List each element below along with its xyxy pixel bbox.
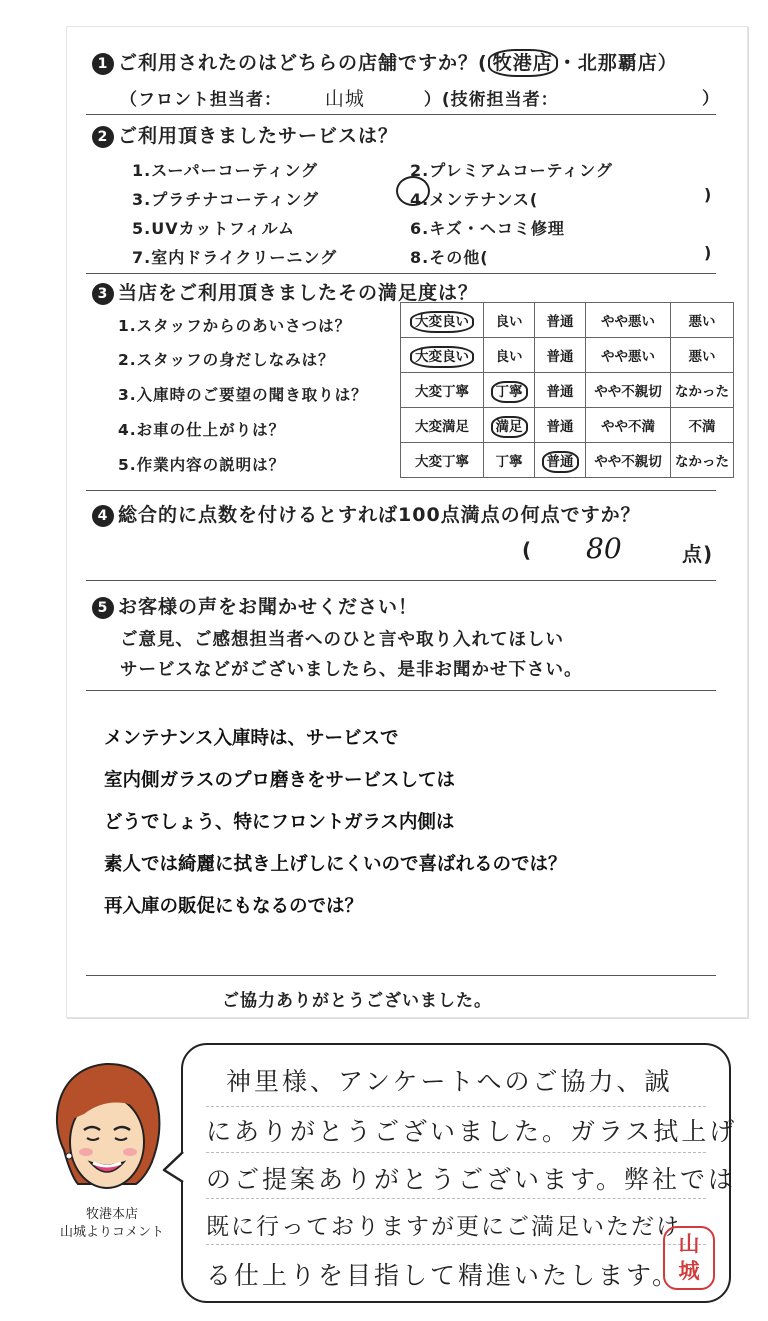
reply-line: 神里様、アンケートへのご協力、誠 [226,1067,673,1096]
q2-options-left [132,156,337,272]
staff-avatar [44,1058,170,1206]
name-stamp [663,1226,715,1290]
service-option: 7.室内ドライクリーニング [132,248,338,267]
sat-cell: やや悪い [586,303,671,338]
paren-close: ) [704,243,713,262]
sat-cell-selected: 普通 [542,451,579,473]
ruled-line [206,1244,706,1245]
sat-cell: 丁寧 [484,443,535,478]
q4-title: 総合的に点数を付けるとすれば100点満点の何点ですか？ [118,504,641,526]
sat-cell: やや不親切 [586,443,671,478]
q4-title-line [92,500,641,527]
q5-title: お客様の声をお聞かせください！ [118,596,419,618]
customer-comment-line: メンテナンス入庫時は、サービスで [104,727,399,748]
stamp-text: 山城 [678,1232,700,1283]
reply-line: 既に行っておりますが更にご満足いただけ [206,1214,681,1240]
reply-line: にありがとうございました。ガラス拭上げ [206,1117,738,1146]
customer-comment-line: 素人では綺麗に拭き上げしにくいので喜ばれるのでは？ [104,853,567,874]
q1-line [92,48,678,75]
front-staff-value: 山城 [324,88,365,110]
ruled-line [206,1198,706,1199]
sat-cell: 普通 [535,303,586,338]
staff-store: 牧港本店 [85,1207,138,1222]
score-value: 80 [586,532,622,565]
divider [86,690,716,691]
table-row [401,338,734,373]
q2-number: 2 [92,126,114,148]
customer-comment-line: 再入庫の販促にもなるのでは？ [104,895,364,916]
sat-cell: やや不親切 [586,373,671,408]
sat-cell: なかった [671,373,734,408]
table-row [401,303,734,338]
q2-title: ご利用頂きましたサービスは？ [118,125,399,147]
sat-cell: 悪い [671,303,734,338]
front-staff-label: （フロント担当者： [120,90,282,110]
service-option: 6.キズ・ヘコミ修理 [410,219,565,238]
table-row [401,443,734,478]
divider [86,273,716,274]
sat-question: 3.入庫時のご要望の聞き取りは？ [118,386,368,404]
paren-close: ) [704,185,713,204]
bubble-tail [162,1150,186,1184]
service-option: 8.その他( [410,248,489,267]
sat-cell: 普通 [535,373,586,408]
sat-cell: 不満 [671,408,734,443]
customer-comment-line: 室内側ガラスのプロ磨きをサービスしては [104,769,455,790]
ruled-line [206,1152,706,1153]
q3-number: 3 [92,283,114,305]
service-option: 3.プラチナコーティング [132,190,319,209]
score-open: ( [522,538,533,562]
divider [86,580,716,581]
service-option: 2.プレミアムコーティング [410,161,613,180]
tech-staff-close: ） [702,89,720,109]
q5-description-2: サービスなどがございましたら、是非お聞かせ下さい。 [120,660,583,680]
service-option: 5.UVカットフィルム [132,219,296,238]
sat-question: 1.スタッフからのあいさつは？ [118,317,352,335]
reply-line: のご提案ありがとうございます。弊社では [206,1165,737,1194]
sat-cell: やや不満 [586,408,671,443]
ruled-line [206,1106,706,1107]
sat-cell: 大変丁寧 [401,443,484,478]
staff-label: 山城よりコメント [59,1225,164,1240]
q1-staff-line [120,84,559,111]
thanks-message: ご協力ありがとうございました。 [222,991,492,1011]
q5-number: 5 [92,597,114,619]
sat-cell: 良い [484,338,535,373]
sat-cell: 普通 [535,338,586,373]
sat-cell: 悪い [671,338,734,373]
q4-number: 4 [92,505,114,527]
q3-title-line [92,278,478,305]
reply-line: る仕上りを目指して精進いたします。 [206,1261,681,1290]
sat-question: 5.作業内容の説明は？ [118,456,286,474]
sat-cell: 大変丁寧 [401,373,484,408]
tech-staff-label: ）(技術担当者： [423,90,559,110]
q1-text: ご利用されたのはどちらの店舗ですか？( [118,52,488,74]
service-option: 1.スーパーコーティング [132,161,319,180]
sat-cell: やや悪い [586,338,671,373]
q3-title: 当店をご利用頂きましたその満足度は？ [118,282,479,304]
table-row [401,408,734,443]
sat-cell: 良い [484,303,535,338]
q1-number: 1 [92,53,114,75]
selection-circle [396,176,430,206]
sat-cell-selected: 大変良い [410,346,474,368]
divider [86,490,716,491]
divider [86,114,716,115]
q2-options-right [410,156,613,272]
customer-comment-line: どうでしょう、特にフロントガラス内側は [104,811,455,832]
q5-description-1: ご意見、ご感想担当者へのひと言や取り入れてほしい [120,630,564,650]
table-row [401,373,734,408]
sat-cell-selected: 満足 [491,416,528,438]
divider [86,975,716,976]
service-option-selected: 4.メンテナンス( [410,190,539,209]
q5-title-line [92,592,418,619]
sat-question: 2.スタッフの身だしなみは？ [118,351,335,369]
satisfaction-table [400,302,734,478]
sat-question: 4.お車の仕上がりは？ [118,421,286,439]
sat-cell: 普通 [535,408,586,443]
score-unit: 点) [682,542,714,566]
sat-cell-selected: 大変良い [410,311,474,333]
staff-caption [56,1206,168,1242]
sat-cell-selected: 丁寧 [491,381,528,403]
sat-cell: なかった [671,443,734,478]
sat-cell: 大変満足 [401,408,484,443]
q2-title-line [92,121,398,148]
q1-store-other: ・北那覇店） [557,52,678,74]
q1-store-selected: 牧港店 [488,49,558,77]
